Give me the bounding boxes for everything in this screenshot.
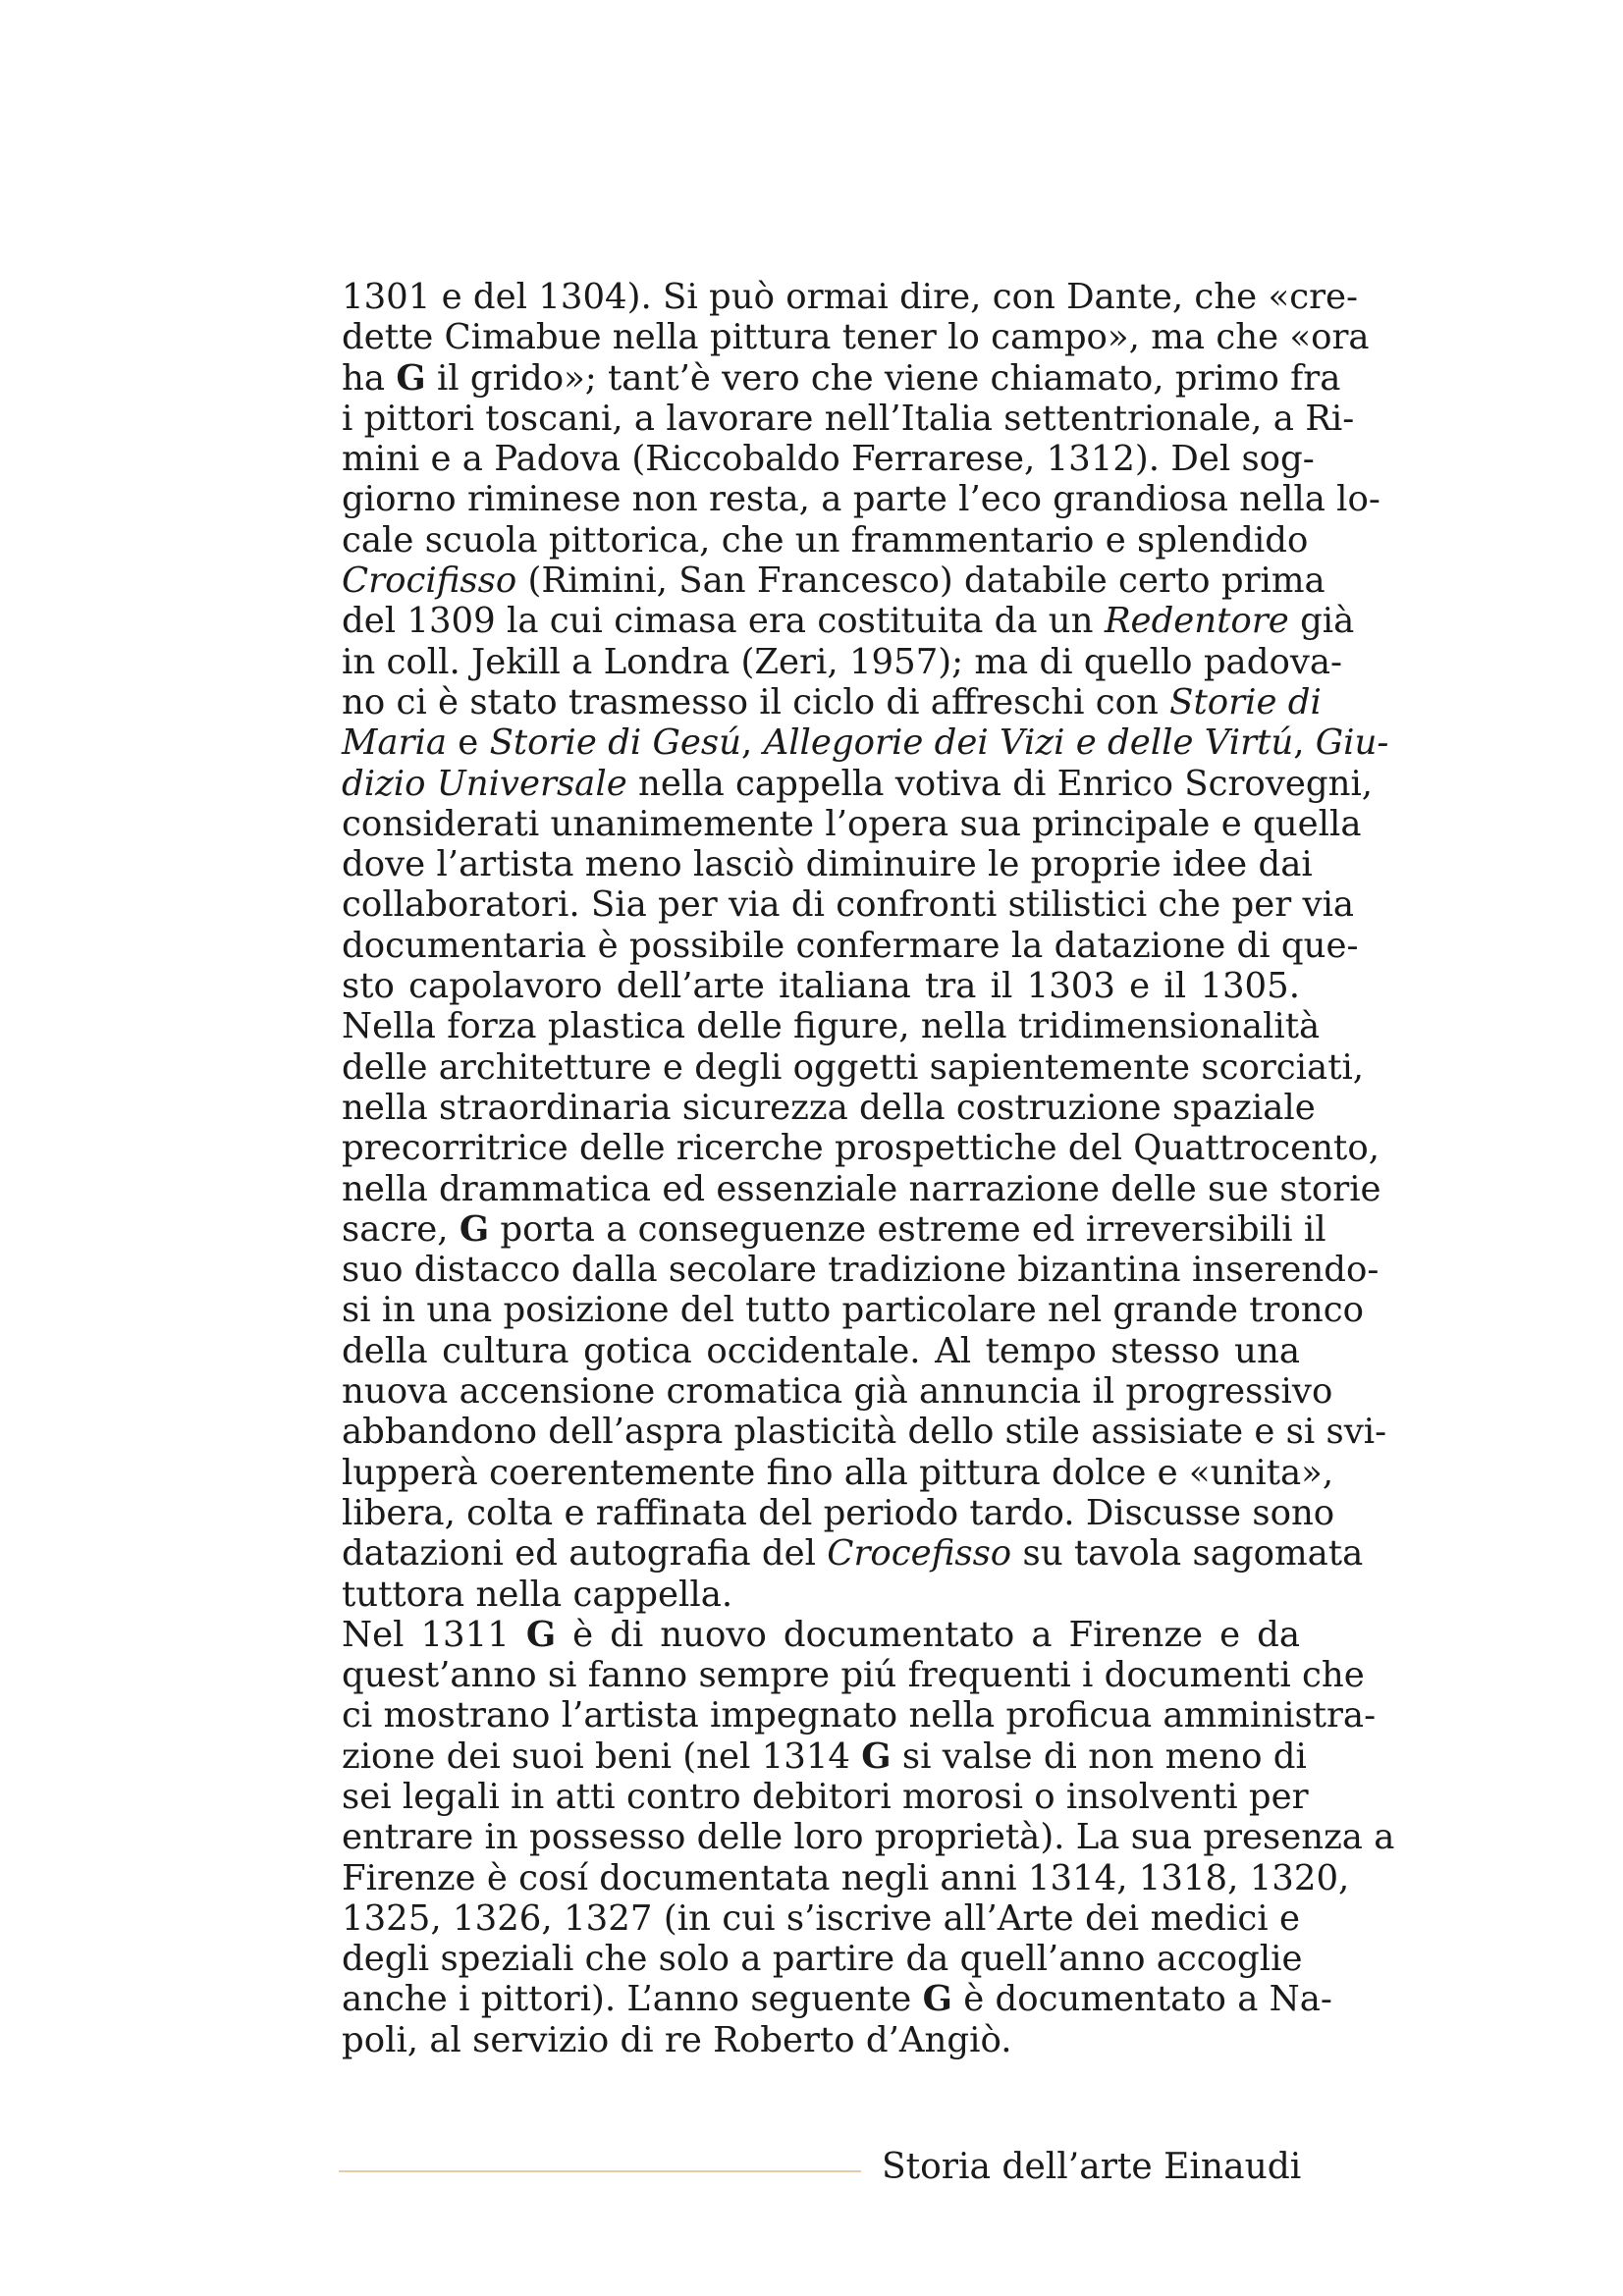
text-line [342, 1655, 1365, 1696]
text-line [342, 277, 1359, 317]
text-span: entrare in possesso delle loro proprietà). La sua presenza a [342, 1817, 1395, 1858]
text-line [342, 479, 1380, 520]
italic-text: Storie di Gesú [489, 722, 741, 764]
italic-text: Maria [342, 722, 448, 764]
text-line [342, 561, 1325, 602]
italic-text: Giu- [1315, 722, 1389, 764]
text-span: quest’anno si fanno sempre piú frequenti i documenti che [342, 1655, 1365, 1696]
text-line [342, 1046, 1365, 1088]
text-line [342, 763, 1374, 804]
text-span: cale scuola pittorica, che un frammentario e splendido [342, 519, 1309, 561]
text-line [342, 722, 1389, 764]
text-span: nella drammatica ed essenziale narrazione delle sue storie [342, 1168, 1381, 1209]
text-line [342, 844, 1313, 885]
text-span: 1325, 1326, 1327 (in cui s’iscrive all’Arte dei medici e [342, 1897, 1300, 1939]
text-span: mini e a Padova (Riccobaldo Ferrarese, 1312). Del sog- [342, 439, 1315, 480]
text-line [342, 601, 1355, 642]
text-span: giorno riminese non resta, a parte l’eco grandiosa nella lo- [342, 479, 1380, 520]
text-span: dette Cimabue nella pittura tener lo campo», ma che «ora [342, 317, 1370, 358]
text-span: lupperà coerentemente fino alla pittura dolce e «unita», [342, 1452, 1334, 1493]
text-span: delle architetture e degli oggetti sapientemente scorciati, [342, 1046, 1365, 1088]
text-span: dove l’artista meno lasciò diminuire le proprie idee dai [342, 844, 1313, 885]
text-line [342, 1979, 1332, 2020]
text-line [342, 1208, 1326, 1250]
text-span: già [1288, 601, 1355, 642]
text-span: libera, colta e raffinata del periodo tardo. Discusse sono [342, 1492, 1335, 1533]
text-line [342, 1939, 1303, 1980]
text-line [342, 398, 1355, 439]
text-span: datazioni ed autografia del [342, 1533, 828, 1575]
text-span: Firenze è cosí documentata negli anni 1314, 1318, 1320, [342, 1857, 1350, 1898]
text-span: (Rimini, San Francesco) databile certo prima [516, 561, 1325, 602]
text-span: porta a conseguenze estreme ed irreversibili il [489, 1208, 1326, 1250]
text-span: sei legali in atti contro debitori morosi o insolventi per [342, 1776, 1309, 1817]
text-line [342, 1006, 1321, 1047]
text-span: sacre, [342, 1208, 460, 1250]
text-line [342, 1371, 1333, 1413]
text-span: nella straordinaria sicurezza della costruzione spaziale [342, 1087, 1316, 1128]
text-line [342, 681, 1322, 722]
text-span: è documentato a Na- [951, 1979, 1332, 2020]
italic-text: Redentore [1104, 601, 1289, 642]
text-span: il grido»; tant’è vero che viene chiamato, primo fra [425, 357, 1341, 399]
text-span: tuttora nella cappella. [342, 1574, 733, 1615]
text-span: collaboratori. Sia per via di confronti stilistici che per via [342, 884, 1355, 926]
text-line [342, 1331, 1300, 1371]
text-span: ha [342, 357, 397, 399]
text-line [342, 1695, 1377, 1736]
text-span: abbandono dell’aspra plasticità dello stile assisiate e si svi- [342, 1412, 1387, 1453]
bold-text: G [525, 1614, 557, 1655]
bold-text: G [861, 1735, 892, 1777]
text-line [342, 1128, 1380, 1169]
text-span: documentaria è possibile confermare la datazione di que- [342, 925, 1359, 966]
bold-text: G [459, 1208, 490, 1250]
italic-text: dizio Universale [342, 763, 627, 804]
text-line [342, 1735, 1307, 1777]
text-line [342, 1492, 1335, 1533]
text-span: poli, al servizio di re Roberto d’Angiò. [342, 2019, 1012, 2060]
text-line [342, 1575, 1300, 1615]
text-span: sto capolavoro dell’arte italiana tra il 1303 e il 1305. [342, 966, 1300, 1007]
text-line [342, 803, 1362, 844]
text-line [342, 519, 1309, 561]
text-span: su tavola sagomata [1011, 1533, 1364, 1575]
text-line [342, 1412, 1387, 1453]
text-span: del 1309 la cui cimasa era costituita da un [342, 601, 1105, 642]
text-span: 1301 e del 1304). Si può ormai dire, con Dante, che «cre- [342, 277, 1359, 317]
text-span: si valse di non meno di [891, 1735, 1307, 1777]
text-span: nuova accensione cromatica già annuncia il progressivo [342, 1371, 1333, 1413]
text-span: suo distacco dalla secolare tradizione bizantina inserendo- [342, 1250, 1380, 1291]
text-line [342, 1817, 1395, 1858]
text-line [342, 1168, 1381, 1209]
text-span: zione dei suoi beni (nel 1314 [342, 1735, 862, 1777]
text-line [342, 1898, 1300, 1939]
text-span: e [447, 722, 490, 764]
text-line [342, 1533, 1364, 1575]
text-span: Nel 1311 [342, 1614, 526, 1655]
text-span: considerati unanimemente l’opera sua principale e quella [342, 803, 1362, 844]
body-text [342, 277, 1395, 2060]
text-line [342, 966, 1300, 1006]
text-span: no ci è stato trasmesso il ciclo di affreschi con [342, 681, 1170, 722]
text-line [342, 1857, 1350, 1898]
text-span: della cultura gotica occidentale. Al tempo stesso una [342, 1330, 1300, 1371]
bold-text: G [922, 1979, 952, 2020]
text-line [342, 1615, 1300, 1655]
text-span: in coll. Jekill a Londra (Zeri, 1957); ma di quello padova- [342, 641, 1343, 682]
text-span: Nella forza plastica delle figure, nella tridimensionalità [342, 1006, 1321, 1047]
text-line [342, 1776, 1309, 1817]
bold-text: G [396, 357, 426, 399]
text-span: si in una posizione del tutto particolare nel grande tronco [342, 1290, 1364, 1331]
text-line [342, 2020, 1300, 2060]
text-span: è di nuovo documentato a Firenze e da [556, 1614, 1300, 1655]
italic-text: Storie di [1169, 681, 1322, 722]
footer-rule [339, 2170, 861, 2172]
text-line [342, 1250, 1380, 1291]
text-line [342, 1290, 1364, 1331]
italic-text: Allegorie dei Vizi e delle Virtú [763, 722, 1294, 764]
text-span: nella cappella votiva di Enrico Scrovegni, [626, 763, 1374, 804]
text-line [342, 1087, 1316, 1128]
text-line [342, 357, 1341, 399]
italic-text: Crocifisso [342, 561, 517, 602]
text-line [342, 884, 1355, 926]
text-line [342, 925, 1359, 966]
text-span: i pittori toscani, a lavorare nell’Italia settentrionale, a Ri- [342, 398, 1355, 439]
italic-text: Crocefisso [827, 1533, 1012, 1575]
text-span: precorritrice delle ricerche prospettiche del Quattrocento, [342, 1128, 1380, 1169]
text-line [342, 641, 1343, 682]
text-line [342, 439, 1315, 480]
text-line [342, 317, 1370, 358]
text-span: , [1293, 722, 1316, 764]
text-span: anche i pittori). L’anno seguente [342, 1979, 923, 2020]
footer-title: Storia dell’arte Einaudi [882, 2147, 1302, 2187]
text-span: degli speziali che solo a partire da quell’anno accoglie [342, 1939, 1303, 1980]
text-line [342, 1452, 1334, 1493]
text-span: ci mostrano l’artista impegnato nella proficua amministra- [342, 1695, 1377, 1736]
text-span: , [740, 722, 764, 764]
